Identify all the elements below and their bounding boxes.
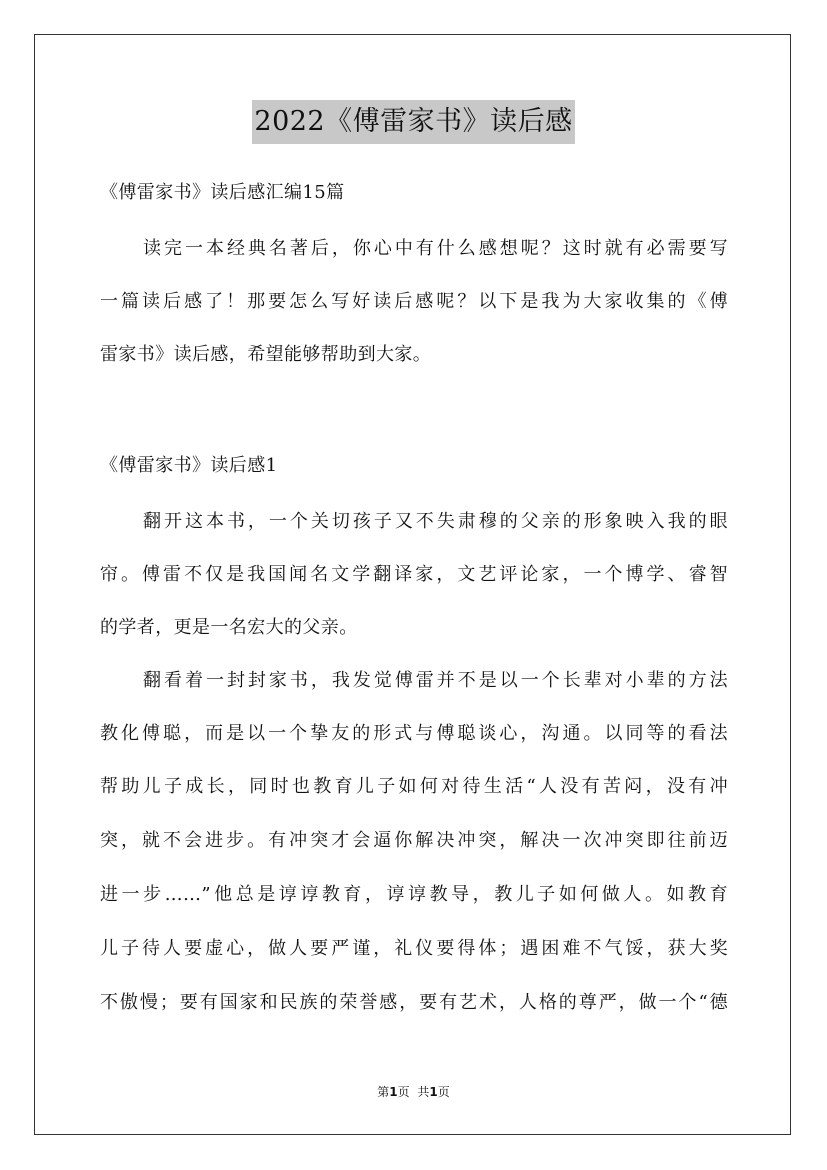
document-title: 2022《傅雷家书》读后感 xyxy=(252,100,574,144)
footer-total-number: 1 xyxy=(429,1085,438,1099)
footer-page-suffix: 页 xyxy=(397,1085,410,1099)
section-heading: 《傅雷家书》读后感1 xyxy=(100,455,278,476)
footer-total-prefix: 共 xyxy=(417,1085,430,1099)
para1-line-2: 帘。傅雷不仅是我国闻名文学翻译家，文艺评论家，一个博学、睿智 xyxy=(100,564,728,585)
intro-line-2: 一篇读后感了！那要怎么写好读后感呢？以下是我为大家收集的《傅 xyxy=(100,291,728,312)
para2-line-4: 突，就不会进步。有冲突才会逼你解决冲突，解决一次冲突即往前迈 xyxy=(100,830,728,851)
para2-line-1: 翻看着一封封家书，我发觉傅雷并不是以一个长辈对小辈的方法 xyxy=(143,670,728,691)
para1-line-3: 的学者，更是一名宏大的父亲。 xyxy=(100,617,358,638)
para2-line-7: 不傲慢；要有国家和民族的荣誉感，要有艺术，人格的尊严，做一个“德 xyxy=(100,992,728,1013)
document-subtitle: 《傅雷家书》读后感汇编15篇 xyxy=(100,182,345,203)
intro-line-3: 雷家书》读后感，希望能够帮助到大家。 xyxy=(100,344,432,365)
para2-line-3: 帮助儿子成长，同时也教育儿子如何对待生活“人没有苦闷，没有冲 xyxy=(100,776,728,797)
intro-line-1: 读完一本经典名著后，你心中有什么感想呢？这时就有必需要写 xyxy=(143,238,728,259)
para2-line-6: 儿子待人要虚心，做人要严谨，礼仪要得体；遇困难不气馁，获大奖 xyxy=(100,938,728,959)
para2-line-5: 进一步……”他总是谆谆教育，谆谆教导，教儿子如何做人。如教育 xyxy=(100,884,728,905)
title-container xyxy=(0,100,827,144)
para1-line-1: 翻开这本书，一个关切孩子又不失肃穆的父亲的形象映入我的眼 xyxy=(143,511,728,532)
footer-page-number: 1 xyxy=(389,1085,398,1099)
page-footer xyxy=(0,1084,827,1100)
footer-page-prefix: 第 xyxy=(377,1085,390,1099)
para2-line-2: 教化傅聪，而是以一个挚友的形式与傅聪谈心，沟通。以同等的看法 xyxy=(100,723,728,744)
footer-total-suffix: 页 xyxy=(437,1085,450,1099)
